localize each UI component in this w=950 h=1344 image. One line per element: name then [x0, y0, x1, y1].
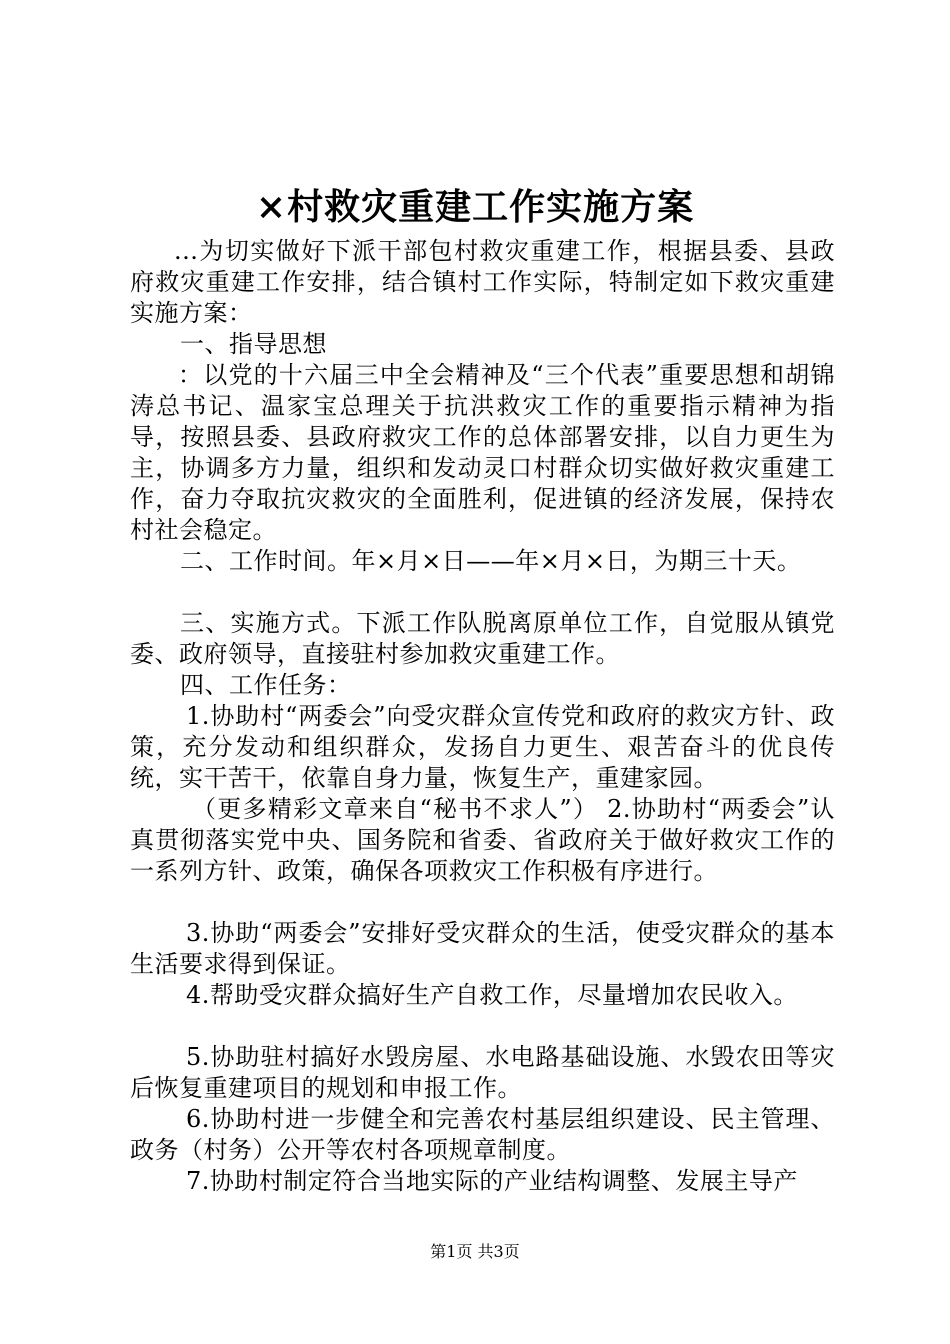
task-item-6: 6.协助村进一步健全和完善农村基层组织建设、民主管理、政务（村务）公开等农村各项规章制度。 — [130, 1105, 835, 1164]
task-item-4: 4.帮助受灾群众搞好生产自救工作，尽量增加农民收入。 — [186, 981, 798, 1009]
task-item-3: 3.协助“两委会”安排好受灾群众的生活，使受灾群众的基本生活要求得到保证。 — [130, 919, 835, 978]
paragraph-gap — [130, 1011, 835, 1042]
document-title: ×村救灾重建工作实施方案 — [255, 186, 695, 228]
paragraph-gap — [130, 887, 835, 918]
intro-paragraph: ...为切实做好下派干部包村救灾重建工作，根据县委、县政府救灾重建工作安排，结合镇村工作实际，特制定如下救灾重建实施方案： — [130, 237, 835, 327]
guiding-thought-paragraph: ：以党的十六届三中全会精神及“三个代表”重要思想和胡锦涛总书记、温家宝总理关于抗洪救灾工作的重要指示精神为指导，按照县委、县政府救灾工作的总体部署安排，以自力更生为主，协调多方力量，组织和发动灵口村群众切实做好救灾重建工作，奋力夺取抗灾救灾的全面胜利，促进镇的经济发展，保持农村社会稳定。 — [130, 361, 835, 544]
paragraph-gap — [130, 577, 835, 608]
implementation-method-paragraph: 三、实施方式。下派工作队脱离原单位工作，自觉服从镇党委、政府领导，直接驻村参加救灾重建工作。 — [130, 609, 835, 668]
task-item-7: 7.协助村制定符合当地实际的产业结构调整、发展主导产 — [186, 1167, 798, 1195]
work-time-paragraph: 二、工作时间。年×月×日——年×月×日，为期三十天。 — [180, 547, 802, 575]
section-heading-guiding-thought: 一、指导思想 — [180, 330, 327, 358]
document-body — [130, 236, 835, 1197]
task-item-5: 5.协助驻村搞好水毁房屋、水电路基础设施、水毁农田等灾后恢复重建项目的规划和申报工作。 — [130, 1043, 835, 1102]
task-item-1: 1.协助村“两委会”向受灾群众宣传党和政府的救灾方针、政策，充分发动和组织群众，发扬自力更生、艰苦奋斗的优良传统，实干苦干，依靠自身力量，恢复生产，重建家园。 — [130, 702, 835, 792]
task-item-2: （更多精彩文章来自“秘书不求人”） 2.协助村“两委会”认真贯彻落实党中央、国务院和省委、省政府关于做好救灾工作的一系列方针、政策，确保各项救灾工作积极有序进行。 — [130, 795, 835, 885]
page-number-footer: 第1页 共3页 — [430, 1242, 520, 1261]
section-heading-work-tasks: 四、工作任务： — [180, 671, 352, 699]
